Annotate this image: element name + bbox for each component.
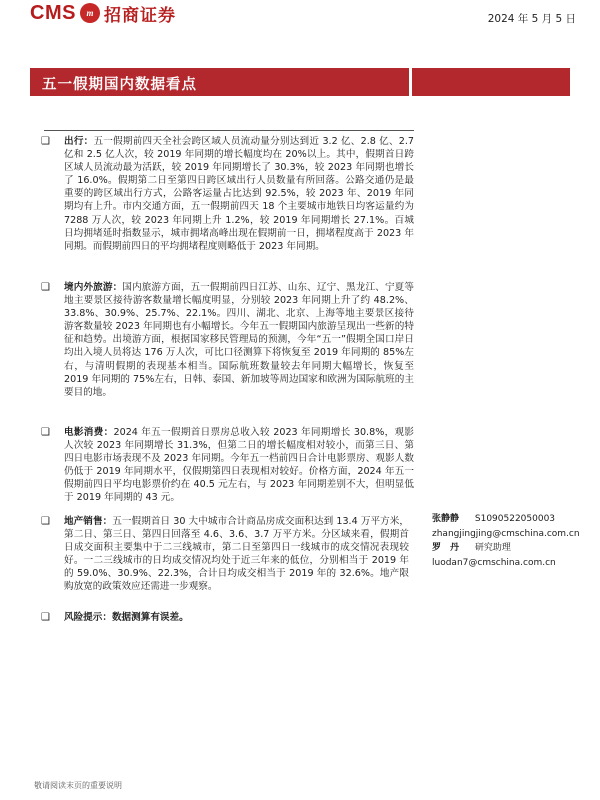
item-text: 数据测算有误差。 — [111, 612, 189, 623]
logo-text-en: CMS — [30, 1, 76, 24]
analyst-email: zhangjingjing@cmschina.com.cn — [432, 528, 580, 539]
bullet-square-icon: ❑ — [41, 282, 50, 293]
divider-line — [44, 130, 414, 131]
bullet-item-property — [41, 515, 409, 594]
section-title: 五一假期国内数据看点 — [42, 77, 197, 93]
item-text: 2024 年五一假期首日票房总收入较 2023 年同期增长 30.8%，观影人次较 2023 年同期增长 31.3%，但第二日的增长幅度相对较小，而第三日、第四日电影市场表现不及 2023 年同期。今年五一档前四日合计电影票房、观影人数仍低于 2019 年同期水平，仅假期第四日表现相对较好。价格方面，2024 年五一假期前四日平均电影票价约在 40.5 元左右，与 2023 年同期差别不大，但明显低于 2019 年同期的 43 元。 — [64, 427, 414, 504]
item-label: 境内外旅游： — [64, 282, 123, 293]
bullet-square-icon: ❑ — [41, 427, 50, 438]
report-date: 2024 年 5 月 5 日 — [487, 13, 576, 25]
item-label: 地产销售： — [64, 516, 113, 527]
sidebar-header-block — [412, 68, 570, 96]
bullet-square-icon: ❑ — [41, 136, 50, 147]
page-header — [0, 0, 600, 40]
item-label: 电影消费： — [64, 427, 114, 438]
analyst-info — [432, 512, 580, 570]
bullet-item-tourism — [41, 281, 415, 399]
analyst-row — [432, 541, 580, 556]
analyst-name: 张静静 — [432, 514, 460, 524]
logo-mark-icon: m — [80, 3, 100, 23]
analyst-name: 罗 丹 — [432, 543, 460, 554]
analyst-row — [432, 512, 580, 527]
analyst-email: luodan7@cmschina.com.cn — [432, 557, 556, 568]
bullet-square-icon: ❑ — [41, 516, 50, 527]
section-title-banner — [30, 68, 409, 96]
analyst-role: 研究助理 — [474, 543, 511, 554]
item-text: 五一假期前四天全社会跨区域人员流动量分别达到近 3.2 亿、2.8 亿、2.7 亿和 2.5 亿人次，较 2019 年同期的增长幅度均在 20%以上。其中，假期首日跨区域人员流动最为活跃，较 2019 年同期增长了 30.3%，较 2023 年同期也增长了 16.0%。假期第二日至第四日跨区域出行人员数量有所回落。公路交通仍是最重要的跨区域出行方式，公路客运量占比达到 92.5%，较 2023 年、2019 年同期均有上升。市内交通方面，五一假期前四天 18 个主要城市地铁日均客运量约为 7288 万人次，较 2023 年同期上升 1.2%，较 2019 年同期增长 27.1%。百城日均拥堵延时指数显示，城市拥堵高峰出现在假期前一日，拥堵程度高于 2023 年同期。而假期前四日的平均拥堵程度则略低于 2023 年同期。 — [64, 136, 415, 252]
item-text: 五一假期首日 30 大中城市合计商品房成交面积达到 13.4 万平方米，第二日、第三日、第四日回落至 4.6、3.6、3.7 万平方米。分区域来看，假期首日成交面积主要集中于二三线城市，第二日至第四日一线城市的成交情况表现较好。一二三线城市的日均成交情况均处于近三年来的低位，分别相当于 2019 年的 59.0%、30.9%、22.3%，合计日均成交相当于 2019 年的 32.6%。地产限购放宽的政策效应还需进一步观察。 — [64, 516, 409, 593]
item-label: 风险提示： — [64, 612, 112, 623]
item-label: 出行： — [64, 136, 94, 147]
logo-text-cn: 招商证券 — [103, 5, 176, 26]
item-text: 国内旅游方面，五一假期前四日江苏、山东、辽宁、黑龙江、宁夏等地主要景区接待游客数量增长幅度明显，分别较 2023 年同期上升了约 48.2%、33.8%、30.9%、25.7%、22.1%。四川、湖北、北京、上海等地主要景区接待游客数量较 2023 年同期也有小幅增长。今年五一假期国内旅游呈现出一些新的特征和趋势。出境游方面，根据国家移民管理局的预测，今年“五一”假期全国口岸日均出入境人员将达 176 万人次，可比口径测算下将恢复至 2019 年同期的 85%左右，与清明假期的表现基本相当。国际航班数量较去年同期大幅增长，恢复至 2019 年同期的 75%左右，日韩、泰国、新加坡等周边国家和欧洲为国际航班的主要目的地。 — [64, 282, 415, 398]
bullet-item-movie — [41, 426, 414, 505]
bullet-item-travel — [41, 135, 415, 253]
analyst-cert-id: S1090522050003 — [474, 514, 556, 524]
bullet-square-icon: ❑ — [41, 612, 50, 623]
footer-note: 敬请阅读末页的重要说明 — [34, 781, 122, 790]
bullet-item-risk — [41, 611, 414, 624]
cms-logo — [30, 0, 176, 26]
